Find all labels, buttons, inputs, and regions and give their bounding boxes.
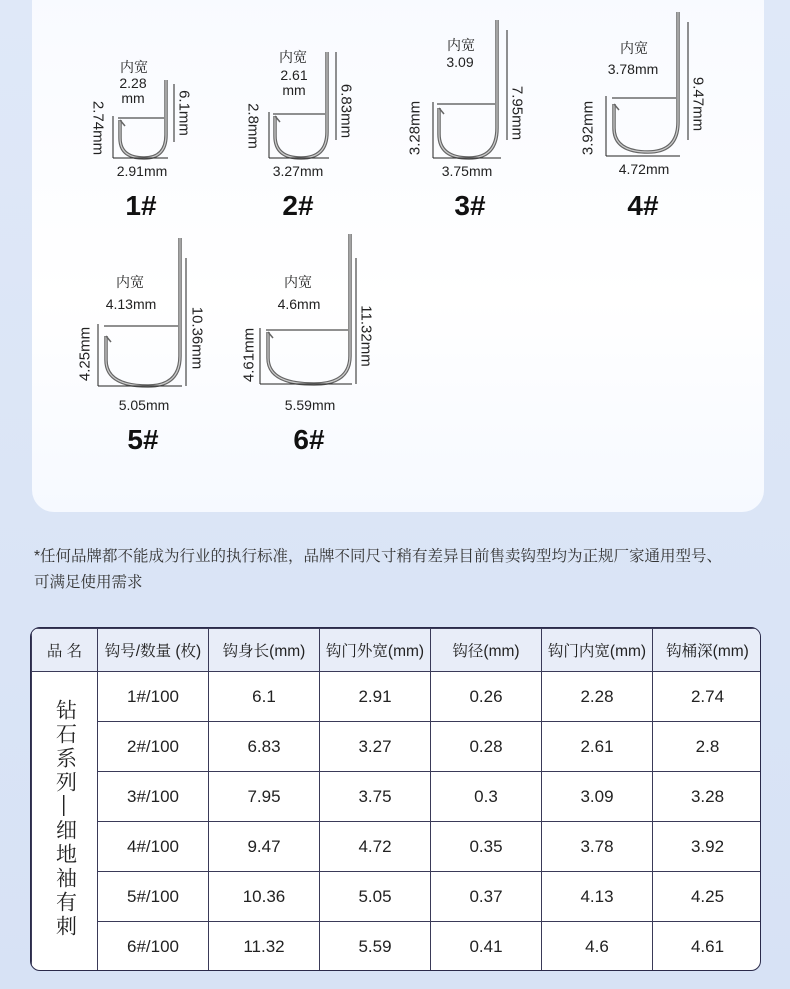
- table-cell: 2.91: [320, 672, 431, 722]
- table-row: [32, 772, 762, 822]
- table-cell: 2.61: [542, 722, 653, 772]
- table-cell: 4.13: [542, 872, 653, 922]
- length-value: 6.83mm: [337, 83, 355, 139]
- length-value: 11.32mm: [357, 305, 375, 367]
- table-cell: 5#/100: [98, 872, 209, 922]
- inner-width-label: 内宽: [447, 37, 475, 53]
- table-row: [32, 872, 762, 922]
- inner-width-label: 内宽: [279, 49, 307, 65]
- series-name: 钻石系列—细地袖有刺: [53, 699, 77, 939]
- length-value: 7.95mm: [508, 85, 526, 141]
- outer-width-value: 5.05mm: [118, 397, 170, 413]
- inner-width-label: 内宽: [120, 59, 148, 75]
- length-value: 9.47mm: [689, 76, 707, 132]
- table-cell: 6.1: [209, 672, 320, 722]
- table-cell: 0.26: [431, 672, 542, 722]
- table-cell: 4.6: [542, 922, 653, 972]
- table-cell: 7.95: [209, 772, 320, 822]
- outer-width-value: 4.72mm: [618, 161, 670, 177]
- series-name-cell: [32, 672, 98, 972]
- header-cell: 钩桶深(mm): [653, 629, 762, 672]
- table-cell: 3.09: [542, 772, 653, 822]
- table-cell: 0.37: [431, 872, 542, 922]
- depth-value: 2.8mm: [244, 103, 262, 149]
- table-cell: 4.25: [653, 872, 762, 922]
- table-cell: 2.74: [653, 672, 762, 722]
- header-cell: 钩门内宽(mm): [542, 629, 653, 672]
- table-row: [32, 822, 762, 872]
- table-row: [32, 922, 762, 972]
- table-cell: 0.35: [431, 822, 542, 872]
- outer-width-value: 3.75mm: [441, 163, 493, 179]
- table-cell: 11.32: [209, 922, 320, 972]
- table-cell: 3.92: [653, 822, 762, 872]
- inner-width-label: 内宽: [620, 40, 648, 56]
- inner-width-label: 内宽: [116, 274, 144, 290]
- table-cell: 3.27: [320, 722, 431, 772]
- inner-width-value: 3.09: [446, 54, 474, 70]
- inner-width-value: 4.13mm: [105, 296, 157, 312]
- outer-width-value: 3.27mm: [272, 163, 324, 179]
- hook-number-2: 2#: [282, 190, 314, 221]
- table-cell: 1#/100: [98, 672, 209, 722]
- hook-number-4: 4#: [627, 190, 659, 221]
- table-cell: 2.8: [653, 722, 762, 772]
- table-cell: 2#/100: [98, 722, 209, 772]
- table-cell: 3#/100: [98, 772, 209, 822]
- inner-width-value: 4.6mm: [277, 296, 321, 312]
- depth-value: 2.74mm: [89, 100, 107, 156]
- table-cell: 6.83: [209, 722, 320, 772]
- hook-number-3: 3#: [454, 190, 486, 221]
- hook-number-6: 6#: [293, 424, 325, 455]
- table-cell: 4.61: [653, 922, 762, 972]
- hook-number-5: 5#: [127, 424, 159, 455]
- table-row: [32, 722, 762, 772]
- inner-width-value: 2.28 mm: [119, 75, 147, 106]
- length-value: 6.1mm: [175, 90, 193, 136]
- length-value: 10.36mm: [188, 306, 206, 370]
- depth-value: 3.28mm: [406, 100, 424, 156]
- header-cell: 品 名: [32, 629, 98, 672]
- header-cell: 钩门外宽(mm): [320, 629, 431, 672]
- table-header-row: [32, 629, 762, 672]
- outer-width-value: 2.91mm: [116, 163, 168, 179]
- hook-diagram-6: [240, 230, 386, 420]
- table-row: [32, 672, 762, 722]
- table-cell: 4#/100: [98, 822, 209, 872]
- hook-diagram-5: [76, 238, 220, 418]
- table-cell: 3.75: [320, 772, 431, 822]
- disclaimer-note: *任何品牌都不能成为行业的执行标准，品牌不同尺寸稍有差异目前售卖钩型均为正规厂家通用型号、可满足使用需求: [34, 548, 723, 591]
- table-cell: 9.47: [209, 822, 320, 872]
- table-cell: 5.59: [320, 922, 431, 972]
- table-cell: 0.41: [431, 922, 542, 972]
- table-cell: 5.05: [320, 872, 431, 922]
- table-cell: 0.3: [431, 772, 542, 822]
- hook-diagram-4: [578, 12, 718, 212]
- depth-value: 4.25mm: [76, 326, 94, 382]
- depth-value: 3.92mm: [579, 100, 597, 156]
- header-cell: 钩号/数量 (枚): [98, 629, 209, 672]
- inner-width-value: 2.61 mm: [280, 67, 308, 98]
- header-cell: 钩身长(mm): [209, 629, 320, 672]
- outer-width-value: 5.59mm: [284, 397, 336, 413]
- spec-table: [30, 627, 761, 971]
- hook-number-1: 1#: [125, 190, 157, 221]
- table-cell: 10.36: [209, 872, 320, 922]
- table-cell: 3.78: [542, 822, 653, 872]
- table-cell: 3.28: [653, 772, 762, 822]
- table-cell: 2.28: [542, 672, 653, 722]
- table-cell: 4.72: [320, 822, 431, 872]
- header-cell: 钩径(mm): [431, 629, 542, 672]
- inner-width-label: 内宽: [284, 274, 312, 290]
- table-cell: 6#/100: [98, 922, 209, 972]
- depth-value: 4.61mm: [240, 327, 258, 383]
- inner-width-value: 3.78mm: [607, 61, 659, 77]
- table-cell: 0.28: [431, 722, 542, 772]
